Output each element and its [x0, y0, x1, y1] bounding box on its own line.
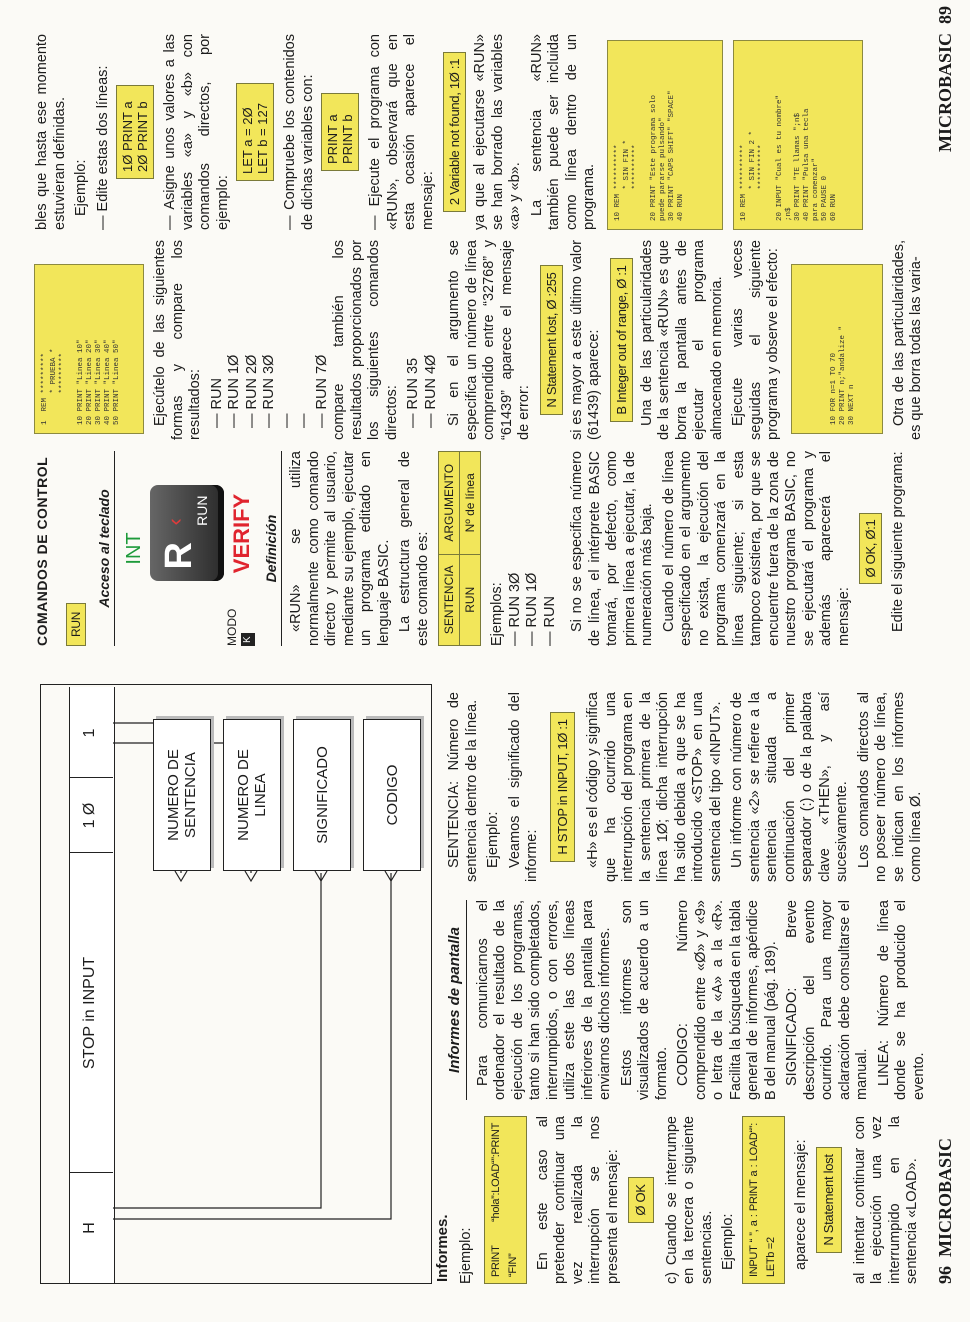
msg-ok-01: Ø OK, Ø:1 — [859, 513, 882, 585]
paragraph: La estructura general de este comando es: — [397, 451, 431, 646]
table-header: ARGUMENTO — [439, 452, 460, 555]
diagram — [40, 684, 432, 1284]
msg-variable-not-found: 2 Variable not found, 1Ø :1 — [443, 52, 466, 212]
paragraph: Un informe con número de sentencia «2» se refiere a la sentencia situada a continuación del primer separador (:) o de la palabra clave «THEN», y así sucesivamente. — [729, 692, 850, 882]
right-col-c — [34, 34, 863, 230]
list-item: — — [296, 413, 312, 428]
paragraph: SENTENCIA: Número de sentencia dentro de la línea. — [446, 692, 480, 882]
page-number-left: 96 MICROBASIC — [935, 1137, 955, 1284]
paragraph: La sentencia «RUN» también puede ser incluida como línea dentro de un programa. — [528, 34, 597, 230]
run-tag: RUN — [66, 603, 86, 646]
code-box-1: PRINT “hola”:LOAD“”:PRINT “FIN” — [484, 1116, 527, 1284]
paragraph: Edite el siguiente programa: — [890, 451, 906, 632]
code-box-let: LET a = 2Ø LET b = 127 — [236, 83, 274, 181]
paragraph: Ejecútelo de las siguientes formas y compare los resultados: — [152, 240, 203, 440]
list-item: — RUN — [541, 596, 558, 646]
paragraph: LINEA: Número de línea donde se ha producido el evento. — [875, 900, 927, 1100]
list-item: — Edite estas dos líneas: — [94, 65, 111, 230]
list-item: — RUN 3Ø — [261, 354, 277, 428]
paragraph: compare también los resultados proporcionados por los siguientes comandos directos: — [331, 240, 400, 440]
paragraph: Estos informes son visualizados de acuerdo a un formato. — [618, 900, 670, 1100]
section-header: COMANDOS DE CONTROL — [34, 456, 50, 646]
ejemplo-label: Ejemplo: — [73, 159, 89, 216]
msg-statement-lost-255: N Statement lost, Ø :255 — [540, 265, 563, 414]
key-arrow-icon: ‹ — [162, 518, 187, 526]
acceso-heading: Acceso al teclado — [96, 451, 115, 646]
key-verify-label: VERIFY — [229, 493, 254, 574]
paragraph: Cuando el número de línea especificado en el argumento no exista, la ejecución del programa comenzará en la línea siguiente; si esta tampoco existiera, por que se encuentre fuera de la zona de nuestro programa BASIC, no se ejecutará el programa y además aparecerá el mensaje: — [660, 451, 852, 646]
list-item: — Ejecute el programa con «RUN», observará que en esta ocasión aparece el mensaje: — [367, 34, 436, 230]
msg-integer-out-of-range: B Integer out of range, Ø :1 — [610, 258, 633, 421]
diagram-cell-statement: 1 — [81, 728, 98, 738]
box-codigo: CODIGO — [363, 719, 421, 871]
code-box-print-ab: 1Ø PRINT a 2Ø PRINT b — [116, 85, 154, 179]
section-label: Informes. — [434, 1214, 451, 1282]
modo-key-badge: K — [241, 633, 255, 646]
box-significado: SIGNIFICADO — [293, 719, 351, 871]
diagram-cell-line: 1 Ø — [81, 802, 98, 829]
page-number-right: MICROBASIC 89 — [935, 5, 955, 152]
definicion-heading: Definición — [263, 451, 282, 646]
ejemplo-label: Ejemplo: — [485, 811, 501, 868]
list-item: — RUN 1Ø — [524, 572, 540, 646]
program-screen-for-loop: 10 FOR n=1 TO 70 20 PRINT n;"andalize " 30 NEXT n — [791, 264, 883, 434]
key-word: RUN — [194, 495, 210, 526]
code-box-2: INPUT “ ”, a : PRINT a : LOAD“”: LETb =2 — [742, 1116, 785, 1284]
list-item: — Asigne unos valores a las variables «a» y «b» con comandos directos, por ejemplo: — [162, 34, 231, 230]
left-col-1 — [458, 1116, 926, 1284]
list-item: — RUN 35 — [405, 357, 421, 428]
ejemplo-label: Ejemplo: — [720, 1213, 736, 1270]
diagram-cell-code: H — [81, 1222, 98, 1234]
paragraph: Si en el argumento se especifica un número de línea comprendido entre “32768” y “61439” aparece el mensaje de error: — [446, 240, 532, 440]
paragraph: bles que hasta ese momento estuvieran definidas. — [34, 34, 68, 230]
keyboard-key — [150, 451, 255, 646]
paragraph: ya que al ejecutarse «RUN» se han borrado las variables «a» y «b». — [472, 34, 523, 230]
paragraph: Una de las particularidades de la sentencia «RUN» es que borra la pantalla antes de ejecutar el programa almacenado en memoria. — [638, 240, 725, 440]
msg-statement-lost: N Statement lost — [816, 1147, 842, 1252]
paragraph: al intentar continuar con la ejecución una vez interrumpido en la sentencia «LOAD». — [851, 1116, 920, 1284]
left-col-3 — [446, 692, 930, 882]
paragraph: Veamos el significado del informe: — [506, 692, 540, 882]
paragraph: Ejecute varias veces seguidas el siguiente programa y observe el efecto: — [730, 240, 781, 440]
program-screen-sin-fin-2: 10 REM ********** * SIN FIN 2 * ********** 20 INPUT "Cual es tu nombre" ;n$ 30 PRINT "TE llamas ";n$ 40 PRINT "Pulsa una tecla para comenzar" 50 PAUSE 0 60 RUN — [733, 40, 863, 230]
box-numero-sentencia: NUMERO DE SENTENCIA — [153, 719, 211, 871]
ejemplos-label: Ejemplos: — [489, 582, 505, 646]
diagram-cell-meaning: STOP in INPUT — [81, 956, 98, 1070]
paragraph: Otra de las particularidades, es que borra todas las varia- — [890, 240, 924, 440]
list-item: — RUN — [208, 378, 225, 428]
key-letter: R — [158, 542, 200, 570]
list-item: — RUN 1Ø — [226, 354, 242, 428]
code-box-print: PRINT a PRINT b — [321, 93, 359, 171]
table-cell: RUN — [460, 554, 481, 645]
modo-label: MODO — [225, 608, 239, 646]
right-col-a — [96, 451, 912, 646]
ejemplo-label: Ejemplo: — [458, 1227, 474, 1284]
table-header: SENTENCIA — [439, 554, 460, 645]
list-item: — RUN 7Ø — [313, 354, 330, 428]
right-col-b — [34, 240, 930, 440]
left-col-2 — [446, 900, 932, 1100]
paragraph: Para comunicarnos el ordenador el resultado de la ejecución de los programas, tanto si han sido completados, interrumpidos, o con errores, utiliza este las dos líneas inferiores de la pantalla para enviarnos dichos informes. — [474, 900, 613, 1100]
paragraph: Si no se especifica número de línea, el intérprete BASIC tomará, por defecto, como primera línea a ejecutar, la de numeración más baja. — [569, 451, 655, 646]
paragraph: «H» es el código y significa que ha ocurrido una interrupción del programa en la sentencia primera de la línea 1Ø; dicha interrupción ha sido debida a que se ha introducido «STOP» en una sentencia del tipo «INPUT». — [585, 692, 724, 882]
paragraph: En este caso al pretender continuar una vez realizada la interrupción se nos presenta el mensaje: — [534, 1116, 621, 1284]
list-item: — — [278, 413, 295, 428]
paragraph: «RUN» se utiliza normalmente como comando directo y permite al usuario, mediante su ejemplo, ejecutar un programa editado en lenguaje BASIC. — [288, 451, 392, 646]
list-item: — RUN 4Ø — [422, 354, 439, 428]
program-screen-sin-fin: 10 REM ********** * SIN FIN * ********** 20 PRINT "Este programa solo puede pararse pulsando" 30 PRINT "CAPS SHIFT" "SPACE" 40 RUN — [607, 40, 723, 230]
msg-ok: Ø OK — [628, 1177, 654, 1222]
box-numero-linea: NUMERO DE LINEA — [223, 719, 281, 871]
table-cell: Nº de línea — [460, 452, 481, 555]
paragraph: aparece el mensaje: — [792, 1139, 809, 1270]
key-int-label: INT — [123, 532, 145, 565]
key-cap — [150, 486, 224, 582]
list-item: — RUN 3Ø — [506, 572, 523, 646]
list-item-c: c) Cuando se interrumpe en la tercera o siguiente sentencias. — [663, 1116, 715, 1284]
list-item: — Compruebe los contenidos de dichas variables con: — [282, 34, 316, 230]
msg-stop-in-input: H STOP in INPUT, 1Ø :1 — [550, 712, 576, 861]
heading-informes: Informes de pantalla — [446, 900, 467, 1100]
paragraph: SIGNIFICADO: Breve descripción del evento ocurrido. Para una mayor aclaración debe consultarse el manual. — [784, 900, 870, 1100]
paragraph: CODIGO: Número comprendido entre «Ø» y «9» o letra de la «A» a la «R». Facilita la búsqueda en la tabla general de informes, apéndice B del manual (pág. 189). — [675, 900, 779, 1100]
paragraph: Los comandos directos al no poseer número de línea, se indican en los informes como línea Ø. — [855, 692, 924, 882]
syntax-table — [438, 451, 481, 646]
program-screen-prueba: 1 REM ********* * PRUEBA * ********* 10 PRINT "Linea 10" 20 PRINT "Linea 20" 30 PRINT "Linea 30" 40 PRINT "Linea 40" 50 PRINT "Linea 50" — [34, 264, 144, 434]
list-item: — RUN 2Ø — [243, 354, 260, 428]
paragraph: si es mayor a este último valor (61439) aparece: — [568, 240, 602, 440]
